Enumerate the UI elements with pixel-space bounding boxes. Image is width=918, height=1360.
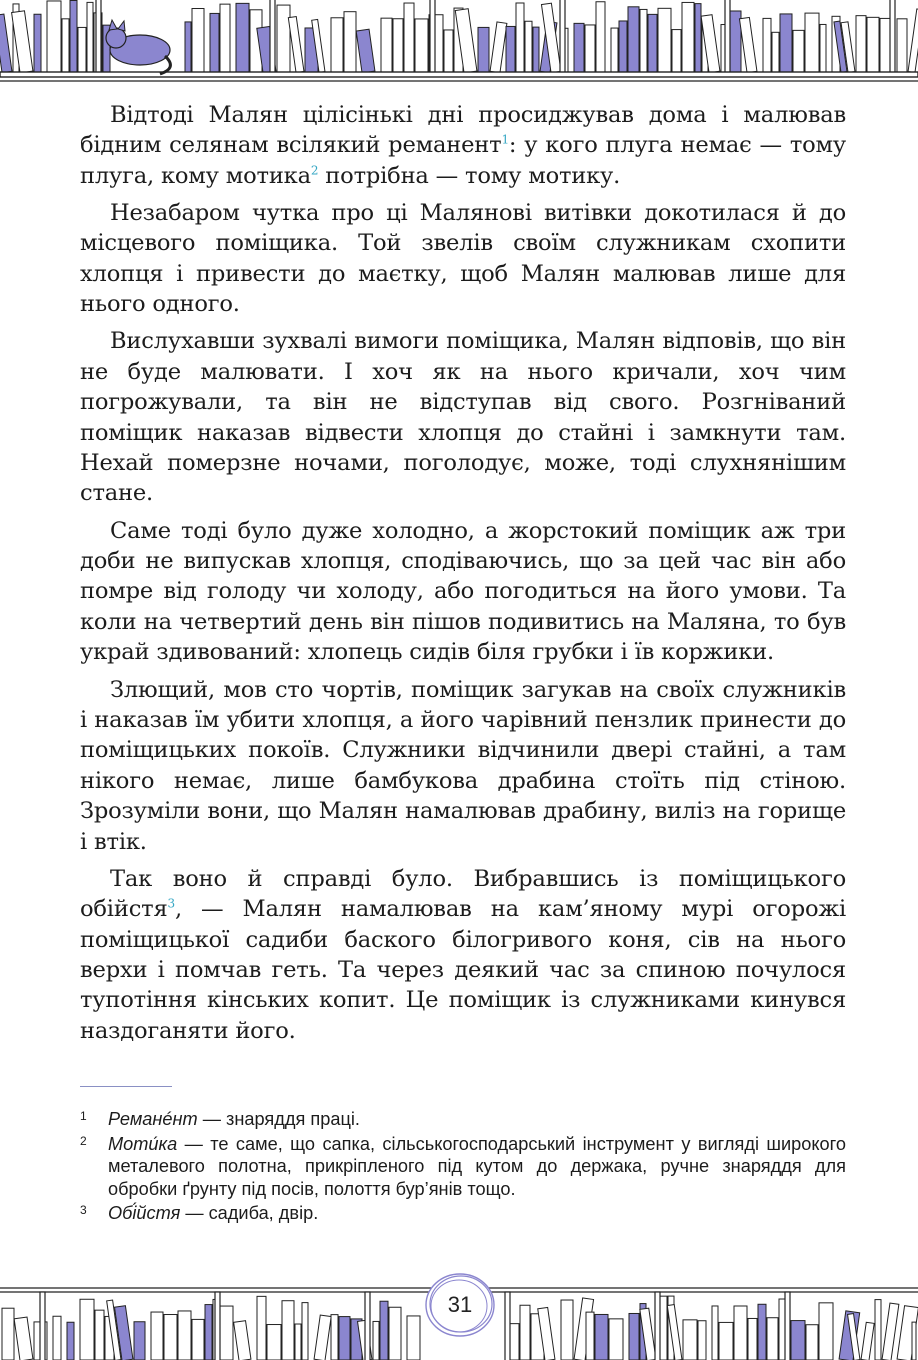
book-spine: [586, 1312, 594, 1360]
book-spine: [2, 1308, 14, 1360]
book-spine: [506, 26, 515, 72]
footnote-term: Обі́йстя: [108, 1203, 181, 1224]
text-run: , — Малян намалював на кам’яному мурі огорожі поміщицької садиби баского білогривого коня, сів на нього верхи і помчав геть. Та через деякий час за спиною почулося тупотіння кінських копит. Це поміщик із служниками кинувся наздоганяти його.: [80, 896, 846, 1044]
book-spine: [897, 19, 907, 72]
book-spine: [220, 4, 230, 72]
shelf-divider: [655, 1292, 660, 1360]
book-spine: [185, 22, 191, 72]
book-spine: [912, 1322, 916, 1360]
book-spine: [151, 1312, 163, 1360]
footnote-marker: 3: [80, 1203, 87, 1218]
book-spine: [628, 7, 639, 72]
book-spine: [407, 1316, 420, 1360]
book-spine: [595, 1314, 608, 1360]
book-spine: [380, 1301, 388, 1360]
book-spine: [62, 19, 69, 72]
book-spine: [415, 19, 428, 72]
page-number: 31: [447, 1292, 473, 1317]
story-text: [80, 100, 846, 1046]
paragraph: [80, 864, 846, 1046]
book-spine: [205, 1305, 212, 1360]
shelf-divider: [725, 0, 730, 74]
book-spine: [178, 1311, 191, 1360]
book-spine: [516, 3, 524, 72]
book-spine: [611, 28, 618, 72]
footnote-definition: — садиба, двір.: [180, 1203, 319, 1224]
book-spine: [780, 14, 792, 72]
footnote-marker: 2: [80, 1133, 87, 1148]
book-spine: [520, 1305, 530, 1360]
shelf-divider: [40, 1292, 45, 1360]
page-number-badge: [421, 1268, 499, 1342]
book-spine: [78, 27, 86, 72]
book-spine: [87, 2, 93, 72]
book-spine: [875, 1300, 881, 1360]
book-spine: [295, 1324, 301, 1360]
footnotes: [80, 1108, 846, 1227]
paragraph: [80, 100, 846, 191]
book-spine: [490, 22, 507, 73]
paragraph: Саме тоді було дуже холодно, а жорстокий поміщик аж три доби не випускав хлопця, сподіваючись, що за цей час він або помре від голоду чи холоду, або погодиться на його умови. Та коли на четвертий день він пішов подивитись на Маляна, то був украй здивований: хлопець сидів біля грубки і їв коржики.: [80, 517, 846, 666]
book-spine: [682, 2, 694, 72]
book-spine: [767, 1318, 778, 1360]
text-run: Так воно й справді було. Вибравшись із поміщицького обійстя: [80, 865, 846, 923]
book-spine: [719, 1322, 733, 1360]
book-spine: [658, 8, 671, 72]
book-spine: [819, 1303, 833, 1360]
book-spine: [302, 1303, 308, 1360]
book-spine: [192, 1319, 204, 1360]
shelf-divider: [785, 1292, 790, 1360]
paragraph: Злющий, мов сто чортів, поміщик загукав на своїх служників і наказав їм убити хлопця, а його чарівний пензлик принести до поміщицьких покоїв. Служники відчинили двері стайні, а там нікого немає, лише бамбукова драбина стоїть під стіною. Зрозуміли вони, що Малян намалював драбину, виліз на горище і втік.: [80, 676, 846, 855]
book-spine: [712, 1306, 718, 1360]
book-spine: [331, 18, 343, 72]
book-spine: [257, 1296, 266, 1360]
footnote-ref[interactable]: 1: [501, 132, 509, 147]
book-spine: [739, 17, 756, 72]
shelf-divider: [365, 1292, 370, 1360]
shelf-divider: [96, 0, 101, 74]
bookshelf-header-decoration: [0, 0, 918, 84]
footnote-marker: 1: [80, 1109, 87, 1123]
book-spine: [574, 23, 584, 72]
book-spine: [134, 1322, 145, 1360]
footnote-definition: — знаряддя праці.: [197, 1109, 360, 1129]
text-run: потрібна — тому мотику.: [318, 162, 621, 189]
book-spine: [640, 9, 647, 72]
footnote: [80, 1202, 846, 1225]
footnote-definition: — те саме, що сапка, сільськогосподарський інструмент у вигляді широкого металевого полотна, прикріпленого під кутом до держака, ручне знаряддя для обробки ґрунту під посів, полоття бур’янів тощо.: [108, 1133, 846, 1199]
footnote-ref[interactable]: 3: [167, 896, 175, 911]
shelf-divider: [270, 0, 275, 74]
book-spine: [282, 1301, 294, 1360]
book-spine: [404, 3, 414, 72]
book-spine: [820, 24, 826, 72]
book-spine: [683, 1320, 697, 1360]
footnote-term: Моти́ка: [108, 1133, 178, 1154]
book-spine: [389, 1307, 401, 1360]
footnote-term: Реманéнт: [108, 1109, 198, 1129]
footnote-divider: [80, 1086, 172, 1087]
cat-icon: [106, 20, 170, 74]
book-spine: [695, 4, 701, 72]
book-spine: [220, 1306, 233, 1360]
book-spine: [609, 1319, 623, 1360]
book-spine: [672, 30, 681, 72]
book-spine: [880, 18, 891, 72]
book-spine: [47, 1, 61, 72]
book-spine: [67, 1322, 74, 1360]
book-spine: [748, 1318, 757, 1360]
book-spine: [210, 13, 219, 72]
book-spine: [34, 14, 41, 72]
book-spine: [856, 16, 866, 72]
shelf-divider: [215, 1292, 220, 1360]
book-spine: [267, 1325, 281, 1360]
book-spine: [561, 1300, 573, 1360]
paragraph: Незабаром чутка про ці Малянові витівки докотилася й до місцевого поміщика. Той звелів своїм служникам схопити хлопця і привести до маєтку, щоб Малян малював лише для нього одного.: [80, 200, 846, 318]
book-spine: [867, 17, 879, 72]
book-spine: [234, 1321, 251, 1360]
book-spine: [356, 29, 375, 73]
book-spine: [698, 1321, 706, 1360]
book-spine: [53, 1316, 61, 1360]
book-spine: [596, 2, 605, 72]
book-spine: [861, 1322, 874, 1360]
book-spine: [164, 1315, 177, 1360]
book-spine: [339, 1317, 350, 1360]
book-spine: [772, 32, 779, 72]
book-spine: [791, 1321, 805, 1360]
book-spine: [80, 1299, 94, 1360]
book-spine: [619, 21, 627, 72]
bookshelf-illustration: [0, 0, 918, 84]
book-spine: [95, 1310, 104, 1360]
book-spine: [344, 12, 356, 72]
book-spine: [277, 5, 290, 72]
shelf-divider: [505, 1292, 510, 1360]
book-spine: [288, 17, 304, 73]
book-spine: [314, 1315, 331, 1360]
book-spine: [908, 9, 918, 73]
book-spine: [793, 30, 804, 72]
book-spine: [805, 13, 819, 72]
paragraph: Вислухавши зухвалі вимоги поміщика, Малян відповів, що він не буде малювати. І хоч як на нього кричали, хоч чим погрожували, та він не відступав від свого. Розгніваний поміщик наказав відвести хлопця до стайні і замкнути там. Нехай померзне ночами, поголодує, може, тоді слухнянішим стане.: [80, 328, 846, 507]
book-spine: [478, 27, 489, 72]
book-spine: [806, 1325, 818, 1360]
book-spine: [533, 27, 539, 72]
text-run: Відтоді Малян цілісінькі дні просиджував дома і малював бідним селянам всілякий реманент: [80, 102, 846, 159]
book-spine: [381, 18, 392, 72]
footnote: [80, 1133, 846, 1201]
shelf-divider: [430, 0, 435, 74]
book-spine: [393, 19, 403, 72]
book-spine: [648, 14, 657, 72]
book-spine: [14, 1317, 33, 1360]
book-spine: [192, 9, 204, 72]
book-spine: [585, 25, 595, 72]
footnote-ref[interactable]: 2: [310, 163, 319, 178]
shelf-divider: [890, 0, 895, 74]
text-run: : у кого плуга немає — тому плуга, кому мотика: [80, 132, 847, 189]
book-spine: [236, 3, 249, 72]
book-spine: [444, 30, 453, 72]
book-spine: [763, 18, 771, 72]
book-spine: [0, 14, 12, 73]
shelf-divider: [560, 0, 565, 74]
book-spine: [734, 1306, 747, 1360]
book-spine: [758, 1304, 766, 1360]
book-spine: [331, 1315, 338, 1360]
book-spine: [882, 1303, 899, 1360]
book-spine: [373, 1321, 379, 1360]
book-spine: [629, 1313, 639, 1360]
footnote: [80, 1108, 846, 1131]
book-spine: [70, 0, 77, 72]
book-spine: [525, 21, 532, 72]
